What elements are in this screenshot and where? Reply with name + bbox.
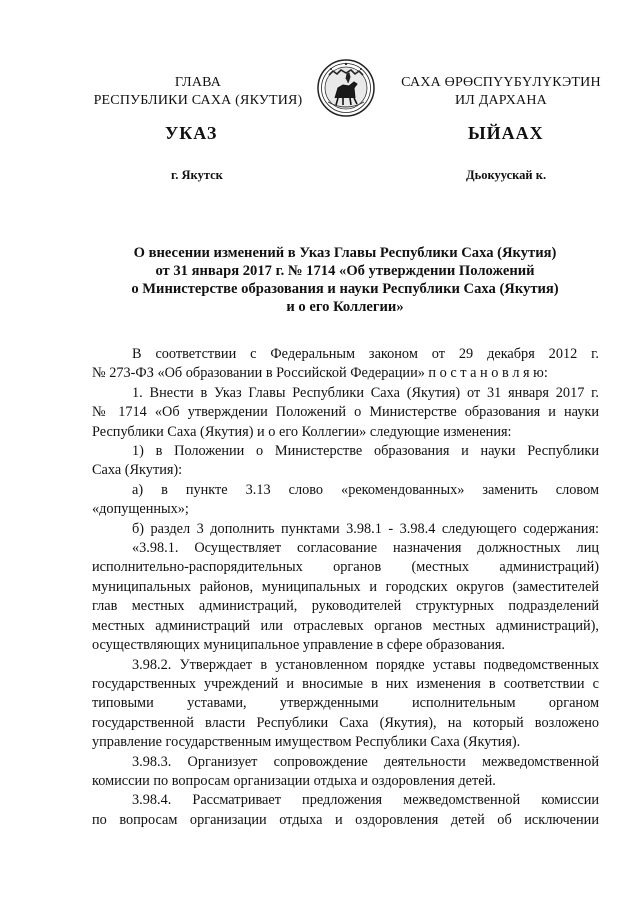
body-line: местных администраций или отраслевых органов местных администраций), (92, 617, 599, 634)
issuer-line-2: ИЛ ДАРХАНА (454, 93, 547, 108)
body-line: муниципальных районов, муниципальных и городских округов (заместителей (92, 578, 599, 595)
document-body (92, 345, 599, 830)
body-line: Саха (Якутия): (92, 462, 183, 479)
body-line: № 1714 «Об утверждении Положений о Министерстве образования и науки (92, 404, 599, 421)
body-line: 3.98.4. Рассматривает предложения межведомственной комиссии (132, 792, 599, 809)
body-line: № 273-ФЗ «Об образовании в Российской Федерации» п о с т а н о в л я ю: (92, 365, 548, 382)
body-line: типовыми уставами, утвержденными исполнительным органом (92, 695, 599, 712)
body-line: 3.98.2. Утверждает в установленном порядке уставы подведомственных (132, 656, 599, 673)
body-line: а) в пункте 3.13 слово «рекомендованных» заменить словом (132, 481, 599, 498)
document-title (80, 244, 610, 316)
title-line: от 31 января 2017 г. № 1714 «Об утверждении Положений (155, 263, 535, 279)
body-line: глав местных администраций, руководителей структурных подразделений (92, 598, 599, 615)
body-line: по вопросам организации отдыха и оздоровления детей об исключении (92, 811, 599, 828)
body-line: 3.98.3. Организует сопровождение деятельности межведомственной (132, 753, 599, 770)
body-line: осуществляющих муниципальное управление в сфере образования. (92, 637, 505, 654)
body-line: управление государственным имуществом Республики Саха (Якутия). (92, 734, 521, 751)
body-line: комиссии по вопросам организации отдыха и оздоровления детей. (92, 772, 496, 789)
body-line: б) раздел 3 дополнить пунктами 3.98.1 - 3.98.4 следующего содержания: (132, 520, 599, 537)
title-line: О внесении изменений в Указ Главы Республики Саха (Якутия) (133, 245, 557, 261)
body-line: государственной власти Республики Саха (Якутия), на который возложено (92, 714, 599, 731)
city-sah: Дьокуускай к. (466, 168, 547, 182)
coat-of-arms-icon (316, 58, 376, 118)
body-line: В соответствии с Федеральным законом от 29 декабря 2012 г. (132, 346, 599, 362)
body-line: исполнительно-распорядительных органов (местных администраций) (92, 559, 599, 576)
body-line: Республики Саха (Якутия) и о его Коллегии» следующие изменения: (92, 423, 512, 440)
issuer-line-1: САХА ӨРӨСПҮҮБҮЛҮКЭТИН (401, 75, 601, 90)
body-line: государственных учреждений и вносимые в них изменения в соответствии с (92, 675, 599, 692)
issuer-line-1: ГЛАВА (174, 75, 222, 90)
body-line: «3.98.1. Осуществляет согласование назначения должностных лиц (132, 540, 599, 557)
document-type-ru: УКАЗ (165, 123, 218, 143)
document-type-sah: ЫЙААХ (468, 123, 544, 143)
city-ru: г. Якутск (171, 168, 223, 182)
body-line: 1. Внести в Указ Главы Республики Саха (Якутия) от 31 января 2017 г. (132, 384, 599, 401)
body-line: «допущенных»; (92, 501, 189, 518)
body-line: 1) в Положении о Министерстве образования и науки Республики (132, 443, 599, 460)
issuer-header-sah (395, 74, 607, 110)
title-line: и о его Коллегии» (286, 299, 404, 315)
issuer-line-2: РЕСПУБЛИКИ САХА (ЯКУТИЯ) (93, 93, 303, 108)
title-line: о Министерстве образования и науки Республики Саха (Якутия) (131, 281, 559, 297)
issuer-header-ru (92, 74, 304, 110)
